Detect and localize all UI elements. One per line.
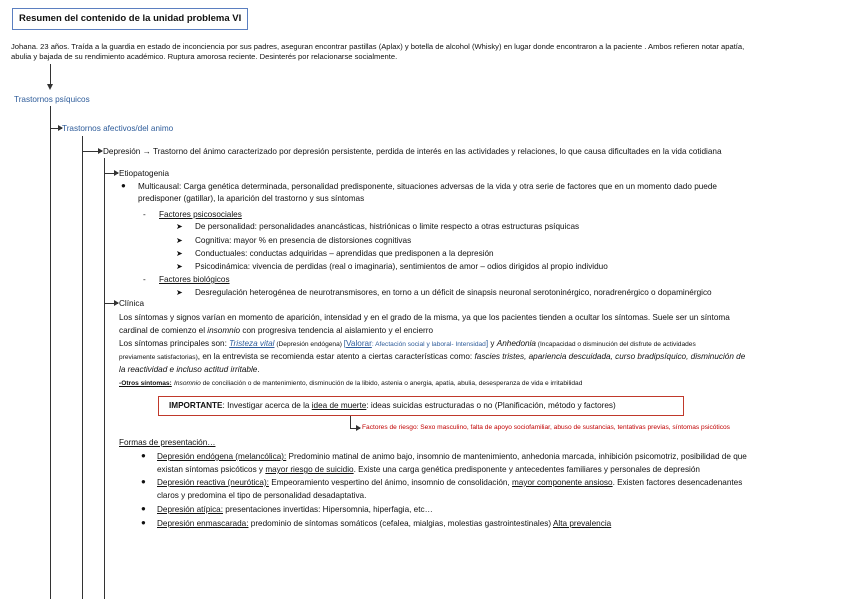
text: Insomnio — [174, 380, 201, 387]
text: . Existen factores desencadenantes — [612, 478, 743, 487]
bracket: [ — [343, 339, 347, 348]
arrow-right-icon — [82, 151, 102, 152]
forma-item-2-line2: claros y predomina el tipo de personalidad desadaptativa. — [157, 491, 367, 500]
chevron-right-icon: ➤ — [176, 288, 183, 297]
level1-heading: Trastornos psíquicos — [14, 95, 90, 104]
clinica-p2-line1 — [119, 338, 696, 350]
arrow-right-icon — [350, 428, 360, 429]
multicausal-head: Multicausal: — [138, 182, 182, 191]
importante-label: IMPORTANTE — [169, 401, 223, 410]
otros-sintomas — [119, 377, 582, 389]
tree-line-2 — [82, 136, 83, 599]
depresion-head: Depresión — [103, 147, 141, 156]
tristeza-vital: Tristeza vital — [229, 339, 275, 348]
bio-item: Desregulación heterogénea de neurotransmisores, en torno a un déficit de sinapsis neuronal serotoninérgico, noradrenérgico o dopaminérgico — [195, 288, 712, 297]
arrow-right-icon — [104, 173, 118, 174]
case-line-2: abulia y bajada de su rendimiento académico. Ruptura amorosa reciente. Desinterés por relacionarse socialmente. — [11, 52, 398, 61]
psico-item: Psicodinámica: vivencia de perdidas (real o imaginaria), sentimientos de amor – odios dirigidos al propio individuo — [195, 262, 608, 271]
text: . — [257, 365, 260, 374]
text: previamente satisfactorias) — [119, 354, 198, 361]
psico-item: De personalidad: personalidades anancásticas, histriónicas o limite respecto a otras estructuras psíquicas — [195, 222, 580, 231]
text: Los síntomas principales son: — [119, 339, 230, 348]
tree-line-3 — [104, 158, 105, 599]
text: Empeoramiento vespertino del ánimo, insomnio de consolidación, — [268, 478, 512, 487]
case-line-1: Johana. 23 años. Traída a la guardia en estado de inconciencia por sus padres, aseguran encontrar pastillas (Aplax) y botella de alcohol (Whisky) en lugar donde encontraron a la paciente . Ambos refieren notar apatía, — [11, 42, 745, 51]
text: Predominio matinal de animo bajo, insomnio de mantenimiento, anhedonia marcada, inhibición psicomotriz, posibilidad de que — [286, 452, 747, 461]
idea-muerte: idea de muerte — [311, 401, 367, 410]
psico-item: Conductuales: conductas adquiridas – aprendidas que predisponen a la depresión — [195, 249, 494, 258]
multicausal-line-1 — [138, 181, 717, 192]
dash-icon: - — [143, 275, 146, 284]
clinica-p1-line2 — [119, 325, 433, 336]
clinica-p2-line3 — [119, 364, 260, 375]
arrow-right-icon — [50, 128, 62, 129]
valorar-rest: : Afectación social y laboral- Intensidad — [371, 341, 486, 348]
text: fascies tristes, apariencia descuidada, curso bradipsíquico, disminución de — [474, 352, 746, 361]
bracket: ] — [485, 339, 489, 348]
text: con progresiva tendencia al aislamiento y el encierro — [240, 326, 434, 335]
text: . Existe una carga genética predisponente y antecedentes familiares y personales de depresión — [353, 465, 700, 474]
multicausal-text: Carga genética determinada, personalidad predisponente, situaciones adversas de la vida y otra serie de factores que en un momento dado puede — [183, 182, 717, 191]
arrow-down-icon — [47, 84, 53, 90]
psico-item: Cognitiva: mayor % en presencia de distorsiones cognitivas — [195, 236, 412, 245]
chevron-right-icon: ➤ — [176, 262, 183, 271]
connector — [50, 64, 51, 86]
text: y — [488, 339, 497, 348]
text: : ideas suicidas estructuradas o no (Planificación, método y factores) — [366, 401, 616, 410]
text: mayor componente ansioso — [511, 478, 613, 487]
formas-label: Formas de presentación… — [119, 438, 216, 447]
text: cardinal de comienzo el — [119, 326, 208, 335]
forma-item-3 — [157, 504, 433, 515]
bullet-icon: ● — [141, 504, 146, 513]
text: presentaciones invertidas: Hipersomnia, hiperfagia, etc… — [223, 505, 433, 514]
depresion-text: Trastorno del ánimo caracterizado por depresión persistente, perdida de interés en las actividades y relaciones, lo que causa dificultades en la vida cotidiana — [152, 147, 722, 156]
forma-head: Depresión reactiva (neurótica): — [157, 478, 269, 487]
bullet-icon: ● — [121, 181, 126, 190]
text: de conciliación o de mantenimiento, disminución de la libido, astenia o anergia, apatía, abulia, desesperanza de vida e irritabilidad — [200, 380, 583, 387]
bullet-icon: ● — [141, 451, 146, 460]
text: la reactividad e incluso actitud irritable — [119, 365, 258, 374]
clinica-p2-line2 — [119, 351, 745, 363]
forma-head: Depresión atípica: — [157, 505, 223, 514]
forma-item-4 — [157, 518, 611, 529]
text: (Depresión endógena) — [274, 341, 344, 348]
forma-head: Depresión endógena (melancólica): — [157, 452, 287, 461]
clinica-label: Clínica — [119, 299, 145, 308]
forma-item-1-line2 — [157, 464, 700, 475]
bullet-icon: ● — [141, 477, 146, 486]
chevron-right-icon: ➤ — [176, 249, 183, 258]
forma-item-1-line1 — [157, 451, 747, 462]
etiopatogenia-label: Etiopatogenia — [119, 169, 170, 178]
text: , en la entrevista se recomienda estar atento a ciertas características como: — [197, 352, 475, 361]
biologicos-label: Factores biológicos — [159, 275, 230, 284]
importante-box — [158, 396, 684, 416]
arrow-right-icon — [104, 303, 118, 304]
psicosociales-label: Factores psicosociales — [159, 210, 242, 219]
text: Alta prevalencia — [552, 519, 612, 528]
clinica-p1-line1: Los síntomas y signos varían en momento de aparición, intensidad y en el grado de la misma, ya que los pacientes tienden a ocultar los síntomas. Suele ser un síntoma — [119, 313, 730, 322]
forma-head: Depresión enmascarada: — [157, 519, 249, 528]
level2-heading: Trastornos afectivos/del animo — [62, 124, 174, 133]
text: (Incapacidad o disminución del disfrute de actividades — [535, 341, 696, 348]
text: existan síntomas psicóticos y — [157, 465, 266, 474]
valorar: Valorar — [346, 339, 372, 348]
multicausal-line-2: predisponer (gatillar), la aparición del trastorno y sus síntomas — [138, 194, 365, 203]
page-title: Resumen del contenido de la unidad problema VI — [12, 8, 248, 30]
text: predominio de síntomas somáticos (cefalea, mialgias, molestias gastrointestinales) — [248, 519, 553, 528]
tree-line-1 — [50, 106, 51, 599]
anhedonia: Anhedonia — [496, 339, 536, 348]
bullet-icon: ● — [141, 518, 146, 527]
text: mayor riesgo de suicidio — [265, 465, 354, 474]
forma-item-2-line1 — [157, 477, 742, 488]
chevron-right-icon: ➤ — [176, 222, 183, 231]
connector — [350, 416, 351, 428]
otros-label: -Otros síntomas: — [119, 380, 172, 387]
factores-riesgo: Factores de riesgo: Sexo masculino, falta de apoyo sociofamiliar, abuso de sustancias, tentativas previas, síntomas psicóticos — [362, 424, 730, 431]
insomnio-text: insomnio — [207, 326, 241, 335]
text: : Investigar acerca de la — [222, 401, 312, 410]
dash-icon: - — [143, 210, 146, 219]
depresion-arrow: → — [142, 147, 151, 156]
chevron-right-icon: ➤ — [176, 236, 183, 245]
depresion-definition — [103, 146, 722, 157]
